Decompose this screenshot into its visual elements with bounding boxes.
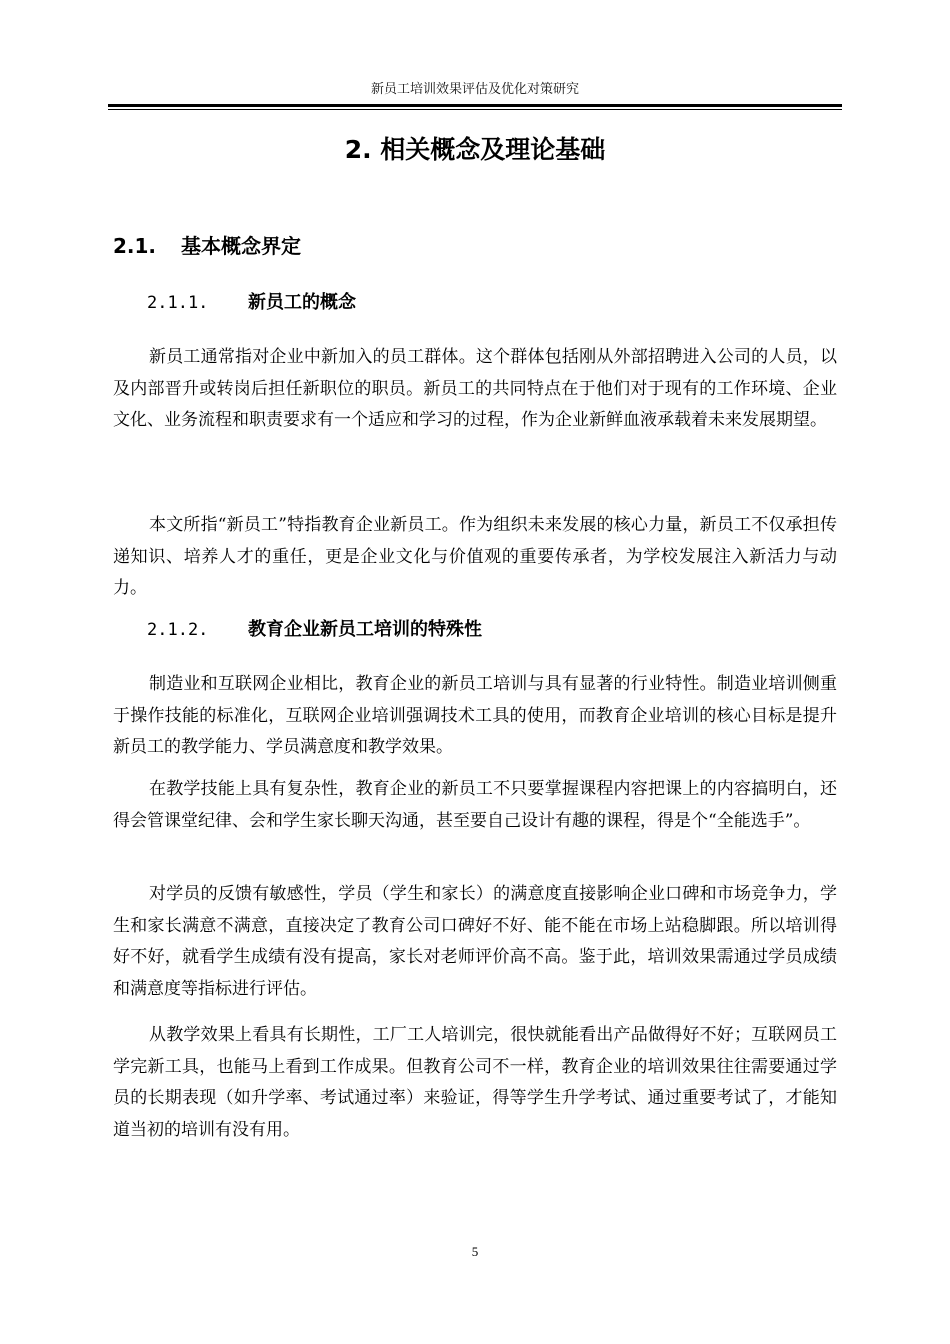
paragraph: 制造业和互联网企业相比，教育企业的新员工培训与具有显著的行业特性。制造业培训侧重于操作技能的标准化，互联网企业培训强调技术工具的使用，而教育企业培训的核心目标是提升新员工的教学能力、学员满意度和教学效果。: [113, 674, 837, 757]
paragraph: 新员工通常指对企业中新加入的员工群体。这个群体包括刚从外部招聘进入公司的人员，以及内部晋升或转岗后担任新职位的职员。新员工的共同特点在于他们对于现有的工作环境、企业文化、业务流程和职责要求有一个适应和学习的过程，作为企业新鲜血液承载着未来发展期望。: [113, 347, 837, 430]
page-number: 5: [471, 1244, 479, 1259]
header-rule-thin: [108, 109, 842, 110]
subsection-number: 2.1.2.: [147, 620, 209, 640]
subsection-heading-2-1-1: [147, 288, 356, 314]
paragraph: 本文所指“新员工”特指教育企业新员工。作为组织未来发展的核心力量，新员工不仅承担传递知识、培养人才的重任，更是企业文化与价值观的重要传承者，为学校发展注入新活力与动力。: [113, 515, 837, 598]
subsection-title: 教育企业新员工培训的特殊性: [248, 619, 482, 640]
subsection-number: 2.1.1.: [147, 293, 209, 313]
chapter-title: 2. 相关概念及理论基础: [344, 135, 606, 164]
paragraph: 对学员的反馈有敏感性，学员（学生和家长）的满意度直接影响企业口碑和市场竞争力，学生和家长满意不满意，直接决定了教育公司口碑好不好、能不能在市场上站稳脚跟。所以培训得好不好，就看学生成绩有没有提高，家长对老师评价高不高。鉴于此，培训效果需通过学员成绩和满意度等指标进行评估。: [113, 884, 837, 999]
subsection-title: 新员工的概念: [248, 292, 356, 313]
section-title: 基本概念界定: [181, 234, 301, 258]
subsection-heading-2-1-2: [147, 615, 482, 641]
header-rule-thick: [108, 104, 842, 107]
paragraph: 在教学技能上具有复杂性，教育企业的新员工不只要掌握课程内容把课上的内容搞明白，还得会管课堂纪律、会和学生家长聊天沟通，甚至要自己设计有趣的课程，得是个“全能选手”。: [113, 779, 837, 831]
section-number: 2.1.: [113, 234, 157, 258]
running-header: 新员工培训效果评估及优化对策研究: [370, 81, 579, 96]
paragraph: 从教学效果上看具有长期性，工厂工人培训完，很快就能看出产品做得好不好；互联网员工学完新工具，也能马上看到工作成果。但教育公司不一样，教育企业的培训效果往往需要通过学员的长期表现（如升学率、考试通过率）来验证，得等学生升学考试、通过重要考试了，才能知道当初的培训有没有用。: [113, 1025, 837, 1140]
section-heading-2-1: [113, 230, 301, 259]
